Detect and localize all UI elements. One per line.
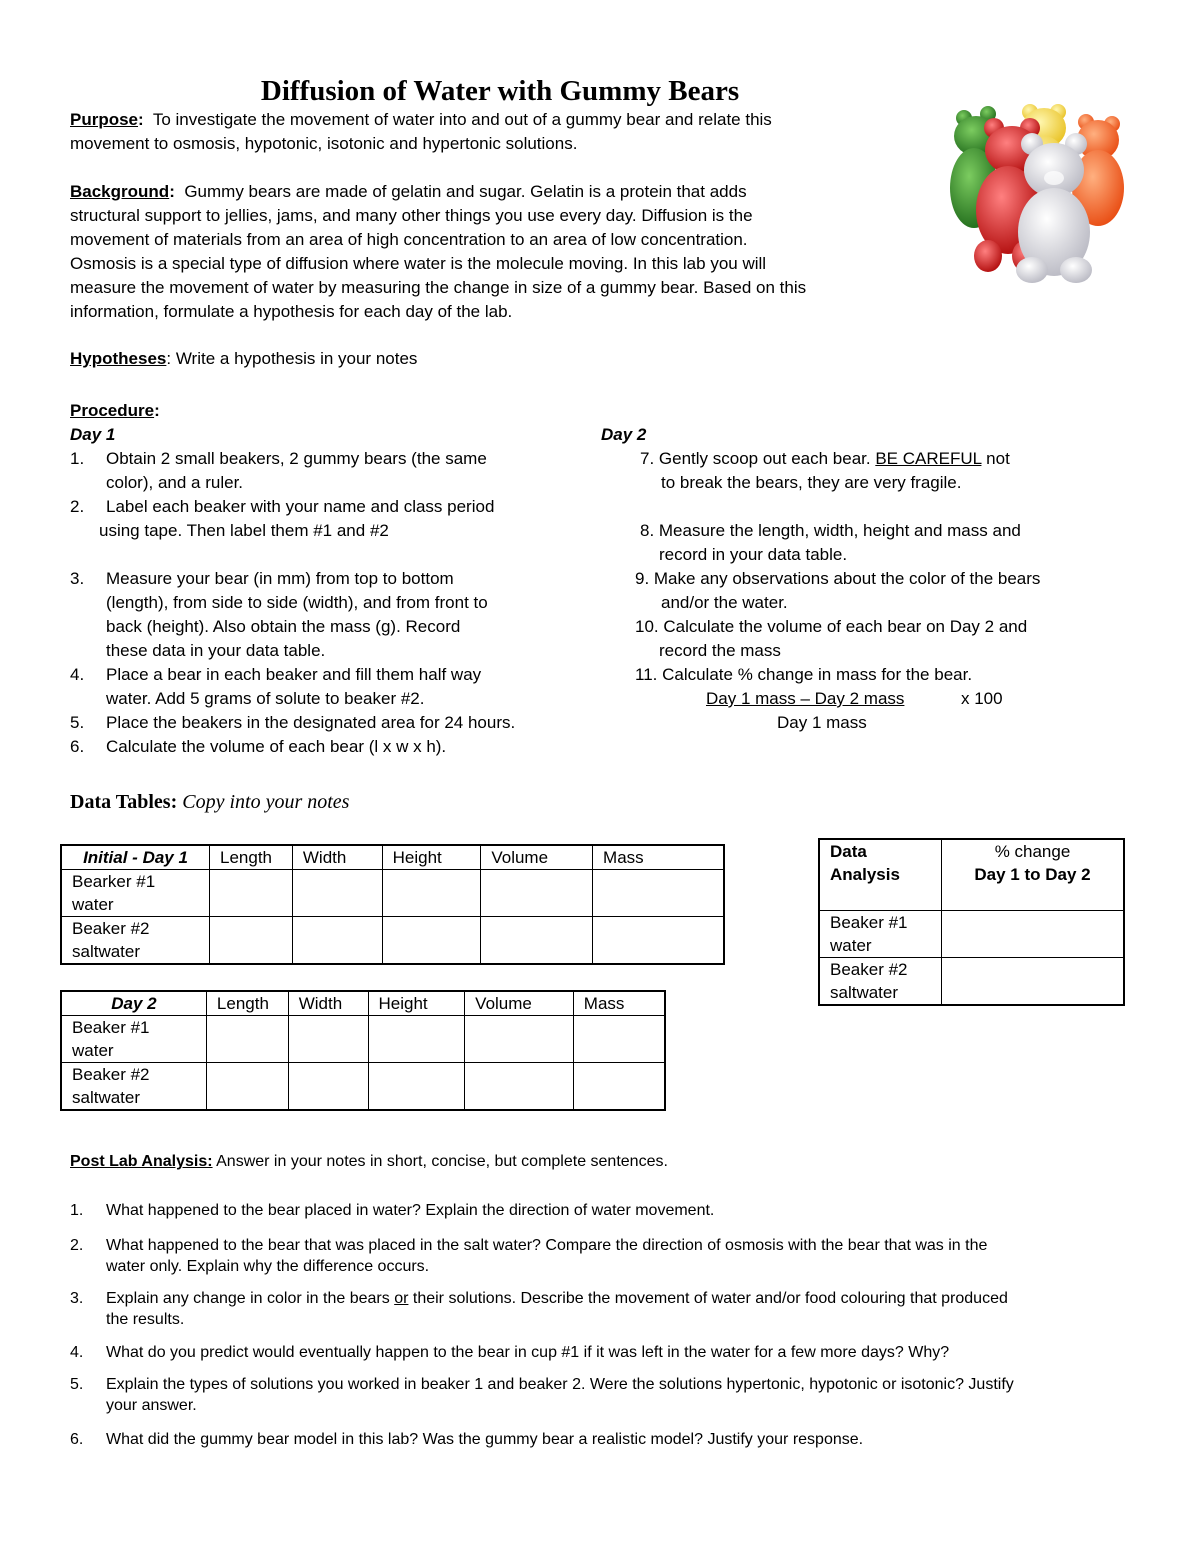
table-data-analysis: Data Analysis % change Day 1 to Day 2 Beaker #1 water Beaker #2 saltwater [818, 838, 1125, 1006]
table-initial-day1: Initial - Day 1 Length Width Height Volume Mass Bearker #1 water Beaker #2 saltwater [60, 844, 725, 965]
data-tables-heading: Data Tables: Copy into your notes [70, 791, 350, 813]
purpose-section: Purpose: To investigate the movement of water into and out of a gummy bear and relate this movement to osmosis, hypotonic, isotonic and hypertonic solutions. [70, 108, 940, 156]
page-title: Diffusion of Water with Gummy Bears [260, 75, 740, 107]
table-row: Beaker #2 saltwater [61, 917, 724, 965]
formula-denominator: Day 1 mass [777, 713, 867, 732]
table-row: Beaker #2 saltwater [819, 958, 1124, 1006]
post-lab-heading: Post Lab Analysis: Answer in your notes in short, concise, but complete sentences. [70, 1153, 668, 1170]
formula-numerator: Day 1 mass – Day 2 mass [706, 689, 905, 708]
table-row: Bearker #1 water [61, 870, 724, 917]
background-section: Background: Gummy bears are made of gelatin and sugar. Gelatin is a protein that adds structural support to jellies, jams, and many other things you use every day. Diffusion is the movement of materials from an area of high concentration to an area of low concentration. Osmosis is a special type of diffusion where water is the molecule moving. In this lab you will measure the movement of water by measuring the change in size of a gummy bear. Based on this information, formulate a hypothesis for each day of the lab. [70, 182, 807, 321]
purpose-line-2: movement to osmosis, hypotonic, isotonic and hypertonic solutions. [70, 134, 578, 153]
procedure-heading: Procedure: [70, 401, 160, 420]
day2-heading: Day 2 [601, 425, 647, 444]
background-label: Background [70, 182, 170, 201]
purpose-label: Purpose [70, 110, 139, 129]
table-row: Beaker #2 saltwater [61, 1063, 665, 1111]
formula-multiplier: x 100 [961, 689, 1003, 708]
table-row: Beaker #1 water [61, 1016, 665, 1063]
table-day2: Day 2 Length Width Height Volume Mass Beaker #1 water Beaker #2 saltwater [60, 990, 666, 1111]
table-row: Beaker #1 water [819, 911, 1124, 958]
day1-heading: Day 1 [70, 425, 116, 444]
gummy-bears-image [948, 98, 1134, 284]
purpose-line-1: To investigate the movement of water into and out of a gummy bear and relate this [152, 110, 772, 129]
hypotheses-section: Hypotheses: Write a hypothesis in your notes [70, 349, 418, 368]
hypotheses-label: Hypotheses [70, 349, 167, 368]
